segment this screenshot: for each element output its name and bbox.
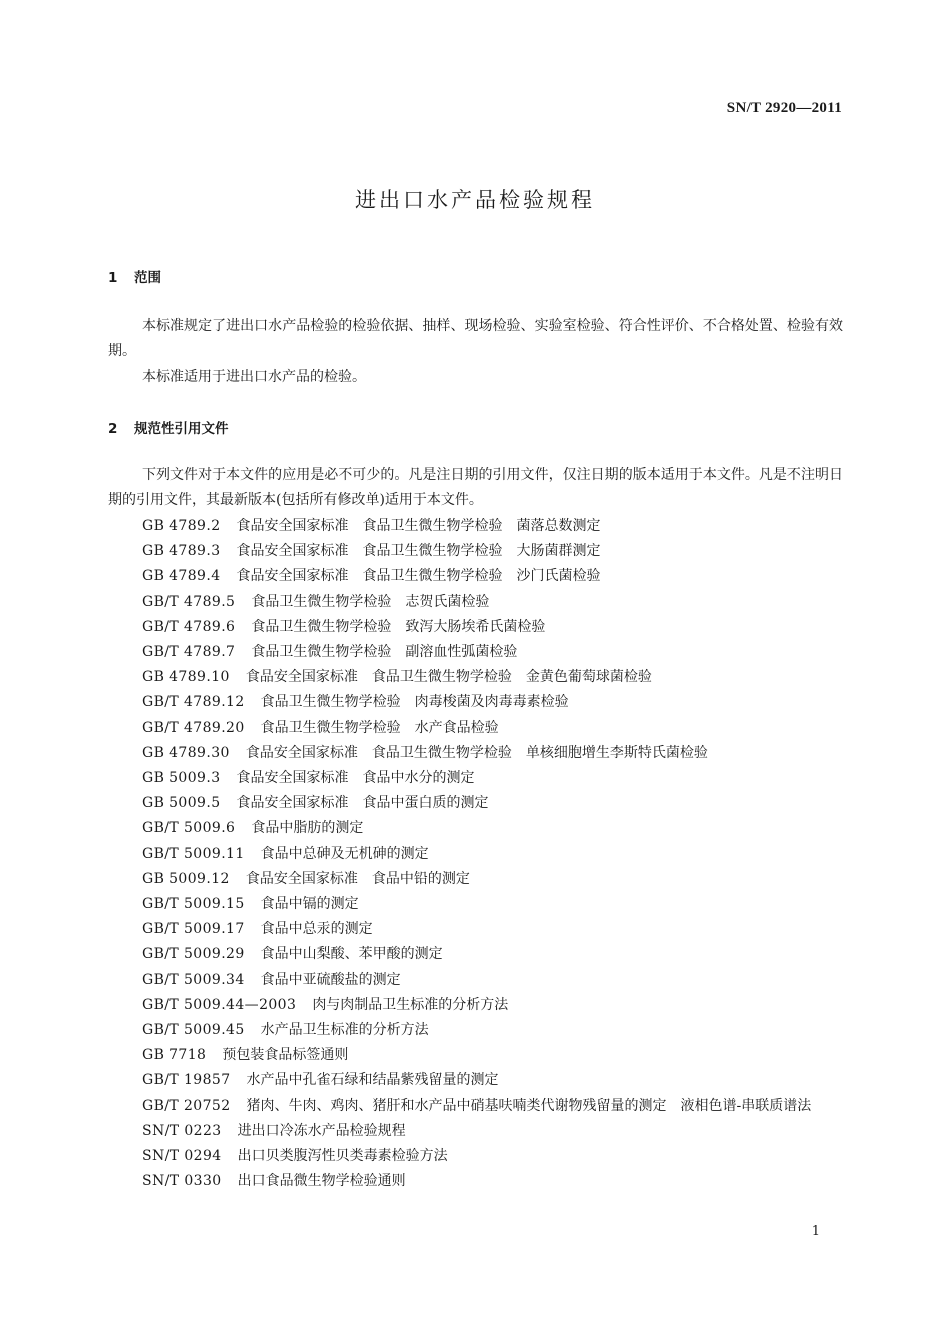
section-2-heading [108, 417, 229, 437]
reference-code: GB 4789.4 [142, 568, 221, 585]
reference-code: GB/T 4789.6 [142, 618, 236, 635]
section-title: 规范性引用文件 [134, 421, 229, 437]
reference-code: GB 4789.2 [142, 518, 221, 534]
reference-title: 水产品中孔雀石绿和结晶紫残留量的测定 [246, 1072, 499, 1089]
scope-paragraph: 本标准规定了进出口水产品检验的检验依据、抽样、现场检验、实验室检验、符合性评价、不合格处置、检验有效期。 [108, 318, 843, 360]
reference-title: 食品中总汞的测定 [260, 921, 373, 938]
reference-item [108, 942, 843, 967]
reference-item [108, 892, 843, 917]
reference-title: 食品安全国家标准 食品卫生微生物学检验 大肠菌群测定 [236, 543, 601, 560]
reference-title: 食品卫生微生物学检验 志贺氏菌检验 [251, 593, 490, 610]
reference-code: GB 7718 [142, 1047, 207, 1064]
section-number: 1 [108, 270, 118, 286]
reference-item [108, 1094, 843, 1119]
reference-title: 食品安全国家标准 食品中铅的测定 [245, 870, 470, 887]
reference-title: 食品安全国家标准 食品中蛋白质的测定 [236, 795, 489, 812]
section-1-heading [108, 266, 161, 286]
reference-item [108, 968, 843, 993]
reference-code: GB/T 5009.15 [142, 896, 245, 913]
reference-item [108, 917, 843, 942]
reference-code: GB/T 5009.45 [142, 1022, 245, 1039]
reference-title: 食品卫生微生物学检验 肉毒梭菌及肉毒毒素检验 [260, 694, 569, 711]
reference-code: GB/T 4789.20 [142, 719, 245, 736]
reference-item [108, 1119, 843, 1144]
reference-item [108, 716, 843, 741]
reference-code: GB 5009.5 [142, 795, 221, 812]
standard-code: SN/T 2920—2011 [726, 100, 842, 116]
reference-item [108, 514, 843, 539]
reference-item [108, 665, 843, 690]
reference-title: 食品卫生微生物学检验 致泻大肠埃希氏菌检验 [251, 618, 546, 635]
reference-item [108, 564, 843, 589]
reference-title: 食品中亚硫酸盐的测定 [260, 971, 401, 988]
reference-title: 食品中脂肪的测定 [251, 820, 364, 837]
reference-title: 食品中镉的测定 [260, 896, 359, 913]
reference-item [108, 816, 843, 841]
reference-item [108, 1144, 843, 1169]
reference-code: GB/T 5009.6 [142, 820, 236, 837]
reference-title: 食品安全国家标准 食品卫生微生物学检验 沙门氏菌检验 [236, 568, 601, 585]
reference-code: GB/T 5009.11 [142, 845, 245, 862]
reference-item [108, 1169, 843, 1194]
reference-item [108, 690, 843, 715]
reference-code: GB 5009.3 [142, 770, 221, 787]
reference-code: SN/T 0223 [142, 1122, 222, 1139]
section-number: 2 [108, 421, 118, 437]
reference-title: 食品卫生微生物学检验 副溶血性弧菌检验 [251, 644, 518, 661]
reference-code: GB/T 20752 [142, 1097, 231, 1114]
reference-code: GB 4789.3 [142, 543, 221, 560]
reference-item [108, 640, 843, 665]
reference-title: 食品安全国家标准 食品卫生微生物学检验 金黄色葡萄球菌检验 [245, 669, 652, 686]
reference-title: 食品安全国家标准 食品卫生微生物学检验 菌落总数测定 [236, 518, 601, 534]
reference-item [108, 867, 843, 892]
reference-title: 进出口冷冻水产品检验规程 [237, 1122, 406, 1139]
reference-code: SN/T 0330 [142, 1173, 222, 1190]
reference-item [108, 993, 843, 1018]
reference-code: GB/T 5009.17 [142, 921, 245, 938]
reference-title: 食品安全国家标准 食品卫生微生物学检验 单核细胞增生李斯特氏菌检验 [245, 744, 708, 761]
reference-code: GB/T 4789.5 [142, 593, 236, 610]
reference-item [108, 1043, 843, 1068]
reference-item [108, 842, 843, 867]
references-intro-paragraph: 下列文件对于本文件的应用是必不可少的。凡是注日期的引用文件，仅注日期的版本适用于本文件。凡是不注明日期的引用文件，其最新版本(包括所有修改单)适用于本文件。 [108, 467, 843, 509]
page-number: 1 [811, 1224, 820, 1239]
reference-item [108, 590, 843, 615]
reference-title: 预包装食品标签通则 [222, 1047, 349, 1064]
reference-title: 肉与肉制品卫生标准的分析方法 [312, 996, 509, 1013]
reference-code: GB/T 19857 [142, 1072, 231, 1089]
reference-item [108, 1068, 843, 1093]
reference-title: 食品安全国家标准 食品中水分的测定 [236, 770, 475, 787]
section-title: 范围 [134, 270, 161, 286]
reference-code: GB 5009.12 [142, 870, 230, 887]
reference-title: 食品中总砷及无机砷的测定 [260, 845, 429, 862]
reference-item [108, 766, 843, 791]
reference-title: 水产品卫生标准的分析方法 [260, 1022, 429, 1039]
reference-title: 出口食品微生物学检验通则 [237, 1173, 406, 1190]
reference-item [108, 539, 843, 564]
reference-item [108, 1018, 843, 1043]
reference-code: GB 4789.10 [142, 669, 230, 686]
document-title: 进出口水产品检验规程 [355, 188, 595, 212]
reference-code: GB/T 5009.29 [142, 946, 245, 963]
reference-list [108, 514, 843, 1194]
scope-paragraph: 本标准适用于进出口水产品的检验。 [142, 369, 366, 385]
reference-title: 食品卫生微生物学检验 水产食品检验 [260, 719, 499, 736]
reference-title: 猪肉、牛肉、鸡肉、猪肝和水产品中硝基呋喃类代谢物残留量的测定 液相色谱-串联质谱法 [246, 1097, 812, 1114]
reference-code: GB/T 4789.12 [142, 694, 245, 711]
reference-code: GB/T 4789.7 [142, 644, 236, 661]
reference-code: GB/T 5009.44—2003 [142, 996, 297, 1013]
reference-code: GB/T 5009.34 [142, 971, 245, 988]
reference-item [108, 615, 843, 640]
reference-title: 出口贝类腹泻性贝类毒素检验方法 [237, 1148, 448, 1165]
reference-title: 食品中山梨酸、苯甲酸的测定 [260, 946, 443, 963]
reference-code: SN/T 0294 [142, 1148, 222, 1165]
reference-item [108, 791, 843, 816]
reference-code: GB 4789.30 [142, 744, 230, 761]
reference-item [108, 741, 843, 766]
